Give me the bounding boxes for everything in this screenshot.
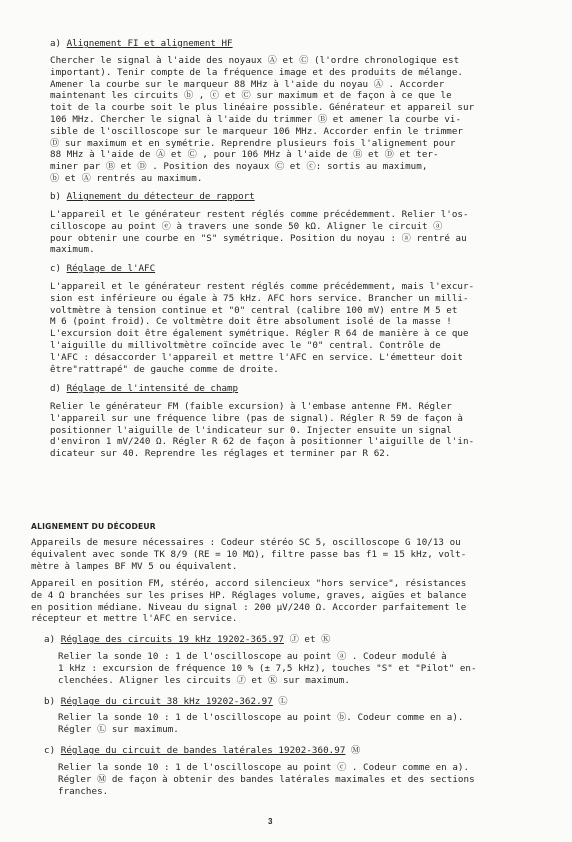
text-line: Relier la sonde 10 : 1 de l'oscilloscope au point ⓐ . Codeur modulé à	[58, 651, 447, 662]
decoder-b-body	[58, 712, 528, 736]
text-line: voltmètre à tension continue et "0" central (calibre 100 mV) entre M 5 et	[50, 304, 458, 316]
text-line: toit de la courbe soit le plus linéaire possible. Générateur et appareil sur	[50, 102, 475, 114]
section-b-heading: b) Alignement du détecteur de rapport	[50, 191, 255, 202]
text-line: Relier la sonde 10 : 1 de l'oscilloscope au point ⓑ. Codeur comme en a).	[58, 712, 464, 723]
text-line: l'aiguille du millivoltmètre coïncide avec le "0" central. Contrôle de	[50, 339, 441, 351]
text-line: mètre à lampes BF MV 5 ou équivalent.	[31, 560, 238, 572]
text-line: L'excursion doit être également symétrique. Régler R 64 de manière à ce que	[50, 328, 469, 340]
section-b-body	[50, 209, 520, 256]
text-line: sible de l'oscilloscope sur le marqueur 106 MHz. Accorder enfin le trimmer	[50, 125, 464, 137]
text-line: Relier le générateur FM (faible excursion) à l'embase antenne FM. Régler	[50, 401, 452, 412]
text-line: Appareil en position FM, stéréo, accord silencieux "hors service", résistances	[31, 578, 467, 589]
section-c-body	[50, 281, 520, 375]
text-line: miner par Ⓑ et Ⓓ . Position des noyaux Ⓒ et ⓒ: sortis au maximum,	[50, 161, 428, 173]
decoder-c-body	[58, 762, 528, 797]
text-line: de 4 Ω branchées sur les prises HP. Réglages volume, graves, aigües et balance	[31, 589, 467, 601]
decoder-b-heading: b) Réglage du circuit 38 kHz 19202-362.97 Ⓛ	[44, 696, 288, 707]
text-line: récepteur et mettre l'AFC en service.	[31, 613, 238, 625]
text-line: d'environ 1 mV/240 Ω. Régler R 62 de façon à positionner l'aiguille de l'in-	[50, 436, 475, 448]
decoder-intro-2	[31, 578, 531, 625]
decoder-a-body	[58, 651, 528, 686]
text-line: en position médiane. Niveau du signal : 200 µV/240 Ω. Accorder parfaitement le	[31, 601, 467, 613]
section-d-body	[50, 401, 520, 460]
decoder-intro-1	[31, 537, 531, 572]
text-line: Amener la courbe sur le marqueur 88 MHz à l'aide du noyau Ⓐ . Accorder	[50, 78, 445, 90]
section-a-heading: a) Alignement FI et alignement HF	[50, 38, 233, 49]
text-line: pour obtenir une courbe en "S" symétrique. Position du noyau : ⓐ rentré au	[50, 232, 467, 244]
section-a-body	[50, 55, 520, 185]
text-line: M 6 (point froid). Ce voltmètre doit être absolument isolé de la masse !	[50, 316, 452, 328]
text-line: L'appareil et le générateur restent réglés comme précédemment. Relier l'os-	[50, 209, 469, 220]
text-line: l'appareil sur une fréquence libre (pas de signal). Régler R 59 de façon à	[50, 412, 464, 424]
text-line: 1 kHz : excursion de fréquence 10 % (± 7,5 kHz), touches "S" et "Pilot" en-	[58, 662, 477, 674]
text-line: Ⓓ sur maximum et en symétrie. Reprendre plusieurs fois l'alignement pour	[50, 137, 456, 149]
text-line: Régler Ⓜ de façon à obtenir des bandes latérales maximales et des sections	[58, 773, 475, 785]
text-line: être"rattrapé" de gauche comme de droite.	[50, 363, 279, 375]
decoder-a-heading: a) Réglage des circuits 19 kHz 19202-365.97 Ⓙ et Ⓚ	[44, 634, 331, 645]
page-number: 3	[268, 817, 273, 826]
text-line: équivalent avec sonde TK 8/9 (RE = 10 MΩ), filtre passe bas f1 = 15 kHz, volt-	[31, 548, 467, 560]
decoder-section-title: ALIGNEMENT DU DÉCODEUR	[31, 522, 156, 531]
text-line: Appareils de mesure nécessaires : Codeur stéréo SC 5, oscilloscope G 10/13 ou	[31, 537, 461, 548]
text-line: dicateur sur 40. Reprendre les réglages et terminer par R 62.	[50, 448, 391, 460]
text-line: 88 MHz à l'aide de Ⓐ et Ⓒ , pour 106 MHz à l'aide de Ⓑ et Ⓓ et ter-	[50, 149, 439, 161]
text-line: sion est inférieure ou égale à 75 kHz. AFC hors service. Brancher un milli-	[50, 292, 469, 304]
text-line: Régler Ⓛ sur maximum.	[58, 723, 179, 735]
text-line: cilloscope au point ⓔ à travers une sonde 50 kΩ. Aligner le circuit ⓐ	[50, 220, 443, 232]
text-line: ⓑ et Ⓐ rentrés au maximum.	[50, 172, 203, 184]
text-line: clenchées. Aligner les circuits Ⓙ et Ⓚ sur maximum.	[58, 674, 350, 686]
text-line: positionner l'aiguille de l'indicateur sur 0. Injecter ensuite un signal	[50, 424, 452, 436]
text-line: important). Tenir compte de la fréquence image et des produits de mélange.	[50, 66, 464, 78]
decoder-c-heading: c) Réglage du circuit de bandes latérales 19202-360.97 Ⓜ	[44, 745, 361, 756]
text-line: l'AFC : désaccorder l'appareil et mettre l'AFC en service. L'émetteur doit	[50, 351, 464, 363]
text-line: Relier la sonde 10 : 1 de l'oscilloscope au point ⓒ . Codeur comme en a).	[58, 762, 470, 773]
text-line: L'appareil et le générateur restent réglés comme précédemment, mais l'excur-	[50, 281, 475, 292]
section-c-heading: c) Réglage de l'AFC	[50, 263, 156, 274]
section-d-heading: d) Réglage de l'intensité de champ	[50, 383, 239, 394]
text-line: maintenant les circuits ⓑ , ⓒ et Ⓒ sur maximum et de façon à ce que le	[50, 90, 452, 102]
text-line: franches.	[58, 785, 109, 797]
text-line: Chercher le signal à l'aide des noyaux Ⓐ et Ⓒ (l'ordre chronologique est	[50, 55, 460, 66]
text-line: 106 MHz. Chercher le signal à l'aide du trimmer Ⓑ et amener la courbe vi-	[50, 113, 462, 125]
text-line: maximum.	[50, 244, 95, 256]
